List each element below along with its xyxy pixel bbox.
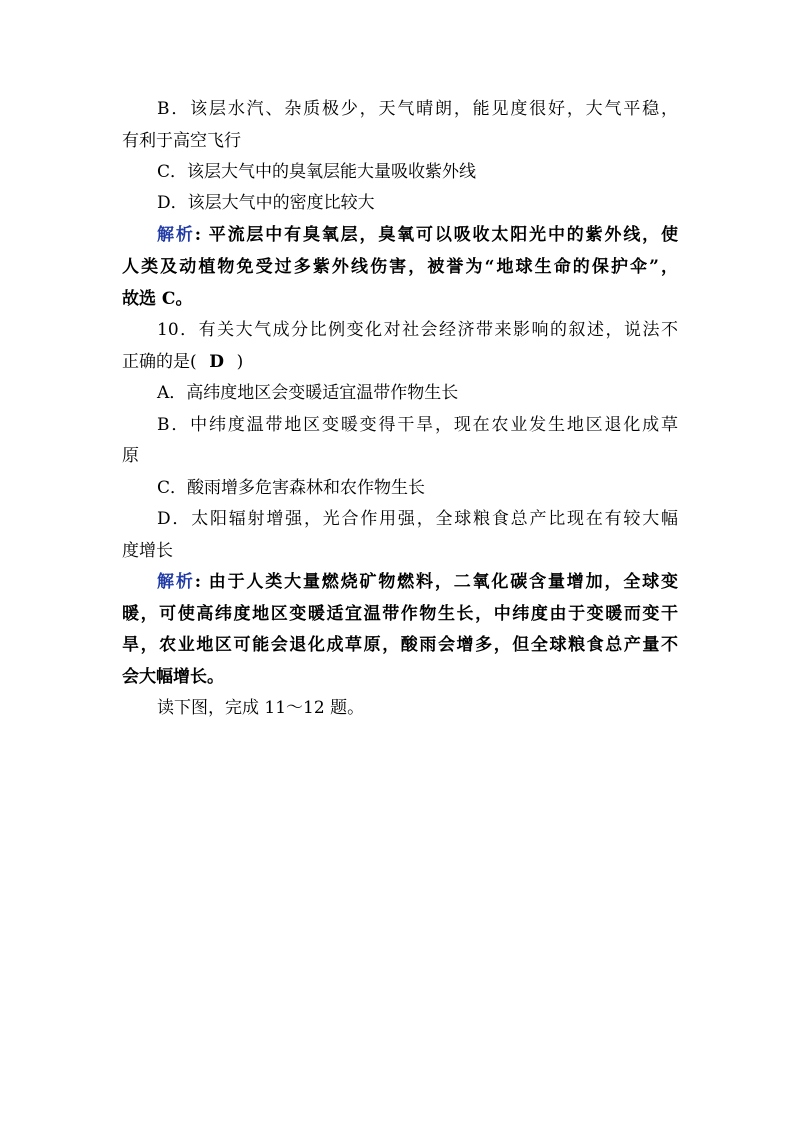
q10-analysis-label: 解析	[157, 572, 195, 592]
q10-option-d-line1: D．太阳辐射增强，光合作用强，全球粮食总产比现在有较大幅	[157, 509, 678, 529]
q10-analysis-line4: 会大幅增长。	[122, 667, 224, 687]
q9-analysis-line3: 故选 C。	[122, 289, 193, 309]
q10-analysis-text1: : 由于人类大量燃烧矿物燃料，二氧化碳含量增加，全球变	[194, 572, 679, 592]
q10-option-b-line2: 原	[122, 446, 139, 466]
q10-option-d-line2: 度增长	[122, 541, 173, 561]
q9-option-d: D．该层大气中的密度比较大	[157, 193, 375, 213]
q9-analysis-line1	[157, 224, 678, 246]
q10-option-b-line1: B．中纬度温带地区变暖变得干旱，现在农业发生地区退化成草	[157, 415, 678, 435]
q9-option-b-line1: B．该层水汽、杂质极少，天气晴朗，能见度很好，大气平稳，	[157, 99, 678, 119]
q10-stem-line2	[122, 351, 678, 373]
q10-stem-prefix: 正确的是(	[122, 352, 197, 372]
q10-stem-line1: 10．有关大气成分比例变化对社会经济带来影响的叙述，说法不	[157, 320, 678, 340]
q9-option-b-line2: 有利于高空飞行	[122, 131, 241, 151]
q10-stem-suffix: )	[236, 352, 244, 372]
q10-analysis-line1	[157, 571, 678, 593]
q9-option-c: C．该层大气中的臭氧层能大量吸收紫外线	[157, 162, 477, 182]
q9-analysis-label: 解析	[157, 225, 195, 245]
q10-analysis-line2: 暖，可使高纬度地区变暖适宜温带作物生长，中纬度由于变暖而变干	[122, 604, 678, 624]
q10-option-a: A．高纬度地区会变暖适宜温带作物生长	[157, 383, 459, 403]
q10-option-c: C．酸雨增多危害森林和农作物生长	[157, 478, 426, 498]
q10-answer: D	[209, 352, 225, 372]
q9-analysis-text1: : 平流层中有臭氧层，臭氧可以吸收太阳光中的紫外线，使	[194, 225, 679, 245]
q10-analysis-line3: 旱，农业地区可能会退化成草原，酸雨会增多，但全球粮食总产量不	[122, 635, 678, 655]
q9-analysis-line2: 人类及动植物免受过多紫外线伤害，被誉为“地球生命的保护伞”，	[122, 257, 678, 277]
reading-instruction: 读下图，完成 11～12 题。	[157, 698, 365, 718]
